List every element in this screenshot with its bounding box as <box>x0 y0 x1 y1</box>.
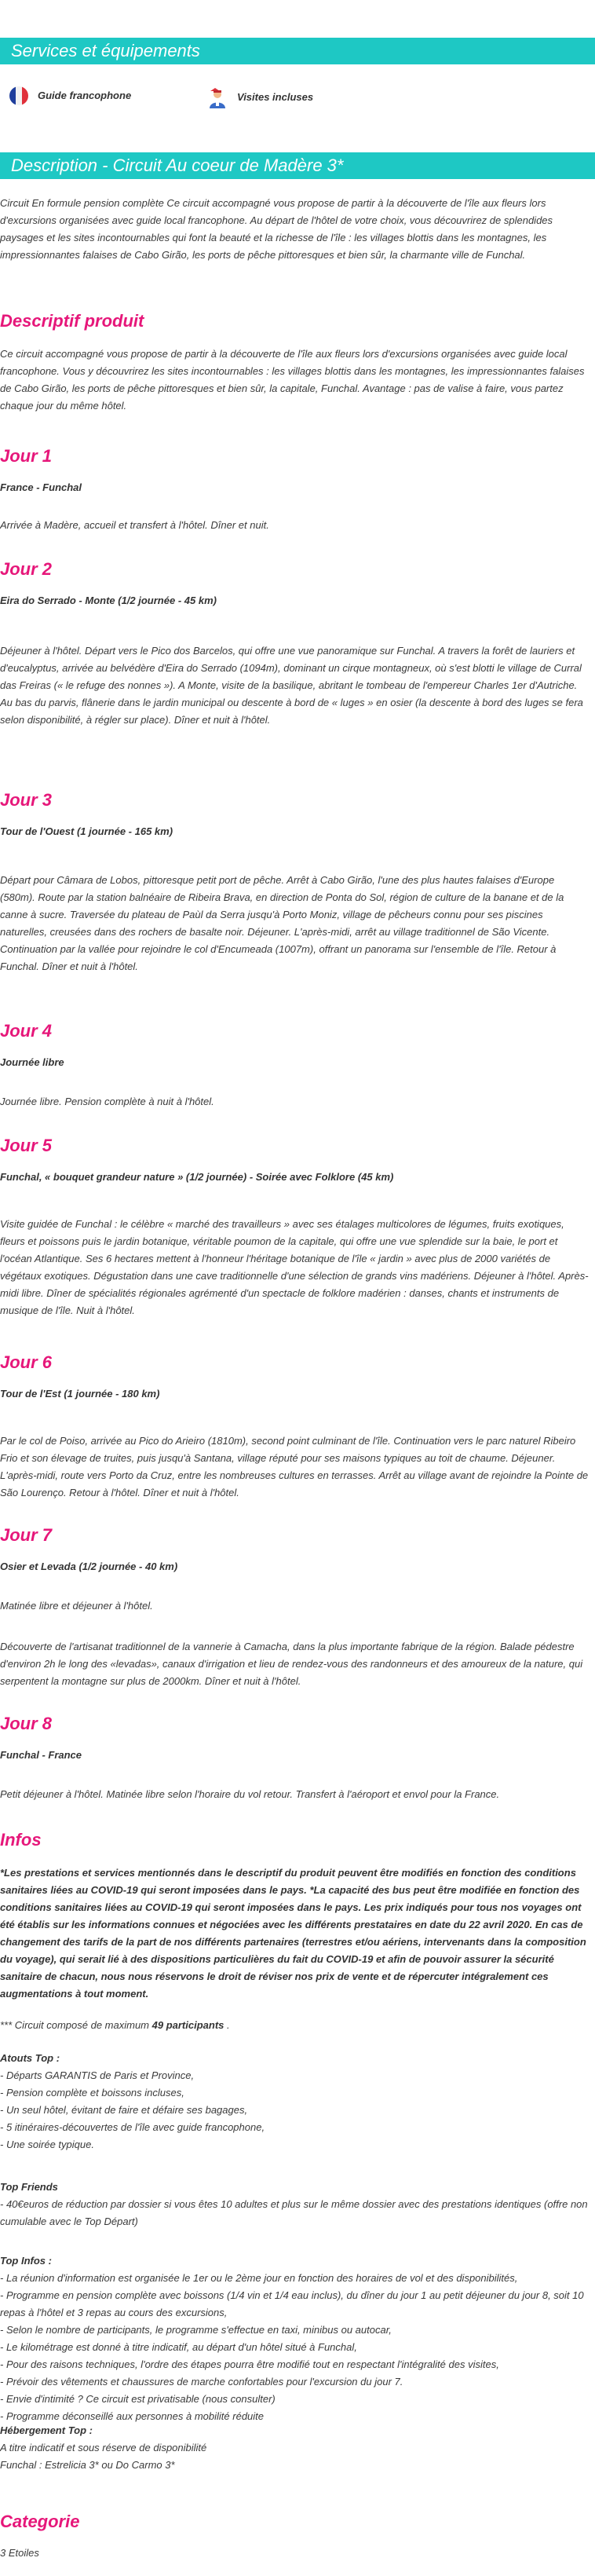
french-flag-icon <box>9 86 28 105</box>
day-5-subtitle: Funchal, « bouquet grandeur nature » (1/2 journée) - Soirée avec Folklore (45 km) <box>0 1171 394 1183</box>
service-visites-incluses <box>207 86 313 108</box>
topinfo-item: - Envie d'intimité ? Ce circuit est privatisable (nous consulter) <box>0 2393 276 2405</box>
topinfo-item: - Pour des raisons techniques, l'ordre des étapes pourra être modifié tout en respectant l'intégralité des visites, <box>0 2358 499 2370</box>
day-6-title: Jour 6 <box>0 1352 53 1372</box>
infos-title: Infos <box>0 1830 42 1850</box>
topinfos-title: Top Infos : <box>0 2255 52 2267</box>
day-7-title: Jour 7 <box>0 1525 53 1545</box>
friends-title: Top Friends <box>0 2181 58 2193</box>
topinfo-item: - Selon le nombre de participants, le programme s'effectue en taxi, minibus ou autocar, <box>0 2324 392 2336</box>
topinfos-block <box>0 2252 590 2425</box>
day-8-subtitle: Funchal - France <box>0 1749 82 1761</box>
descriptif-text: Ce circuit accompagné vous propose de partir à la découverte de l'île aux fleurs lors d'excursions organisées avec guide local francophone. Vous y découvrirez les sites incontournables : les villages blottis dans les montagnes, les impressionnantes falaises de Cabo Girão, les ports de pêche pittoresques et bien sûr, la capitale, Funchal. Avantage : pas de valise à faire, vous partez chaque jour du même hôtel. <box>0 348 585 412</box>
day-4-subtitle: Journée libre <box>0 1056 64 1068</box>
services-banner <box>0 38 595 64</box>
day-7-subtitle: Osier et Levada (1/2 journée - 40 km) <box>0 1561 178 1572</box>
service-guide-francophone <box>9 86 131 105</box>
day-5-text: Visite guidée de Funchal : le célèbre « marché des travailleurs » avec ses étalages multicolores de légumes, fruits exotiques, fleurs et poissons puis le jardin botanique, véritable poumon de la capitale, qui offre une vue splendide sur la baie, le port et l'océan Atlantique. Ses 6 hectares mettent à l'honneur l'héritage botanique de l'île « jardin » avec plus de 2000 variétés de végétaux exotiques. Dégustation dans une cave traditionnelle d'une sélection de grands vins madériens. Déjeuner à l'hôtel. Après-midi libre. Dîner de spécialités régionales agrémenté d'un spectacle de folklore madérien : danses, chants et instruments de musique de l'île. Nuit à l'hôtel. <box>0 1218 589 1316</box>
capacity-suffix: . <box>224 2019 230 2031</box>
infos-capacity <box>0 2017 590 2034</box>
topinfo-item: - Programme en pension complète avec boissons (1/4 vin et 1/4 eau inclus), du dîner du jour 1 au petit déjeuner du jour 8, soit 10 repas à l'hôtel et 3 repas au cours des excursions, <box>0 2289 584 2318</box>
description-title: Description - Circuit Au coeur de Madère 3* <box>11 156 344 175</box>
categorie-value: 3 Etoiles <box>0 2547 39 2559</box>
services-list <box>0 79 595 113</box>
day-6-text: Par le col de Poiso, arrivée au Pico do Arieiro (1810m), second point culminant de l'île. Continuation vers le parc naturel Ribeiro Frio et son élevage de truites, puis jusqu'à Santana, village réputé pour ses maisons typiques au toit de chaume. Déjeuner. L'après-midi, route vers Porto da Cruz, entre les nombreuses cultures en terrasses. Arrêt au village avant de rejoindre la Pointe de São Lourenço. Retour à l'hôtel. Dîner et nuit à l'hôtel. <box>0 1435 589 1498</box>
atouts-title: Atouts Top : <box>0 2052 60 2064</box>
hotel-line: A titre indicatif et sous réserve de disponibilité <box>0 2442 207 2453</box>
atout-item: - 5 itinéraires-découvertes de l'île avec guide francophone, <box>0 2121 265 2133</box>
day-1-title: Jour 1 <box>0 446 53 466</box>
day-4-title: Jour 4 <box>0 1021 53 1041</box>
service-label: Visites incluses <box>237 91 314 103</box>
descriptif-title: Descriptif produit <box>0 311 144 331</box>
day-3-text: Départ pour Câmara de Lobos, pittoresque petit port de pêche. Arrêt à Cabo Girão, l'une des plus hautes falaises d'Europe (580m). Route par la station balnéaire de Ribeira Brava, en direction de Ponta do Sol, région de culture de la banane et de la canne à sucre. Traversée du plateau de Paùl da Serra jusqu'à Porto Moniz, village de pêcheurs connu pour ses piscines naturelles, creusées dans des rochers de basalte noir. Déjeuner. L'après-midi, arrêt au village traditionnel de São Vicente. Continuation par la vallée pour rejoindre le col d'Encumeada (1007m), offrant un panorama sur l'ensemble de l'île. Retour à Funchal. Dîner et nuit à l'hôtel. <box>0 874 564 972</box>
hotel-title: Hébergement Top : <box>0 2424 93 2436</box>
day-2-title: Jour 2 <box>0 559 53 579</box>
hotel-block <box>0 2422 590 2474</box>
atouts-block <box>0 2050 590 2153</box>
topinfo-item: - La réunion d'information est organisée le 1er ou le 2ème jour en fonction des horaires de vol et des disponibilités, <box>0 2272 518 2284</box>
friends-text: - 40€euros de réduction par dossier si vous êtes 10 adultes et plus sur le même dossier avec des prestations identiques (offre non cumulable avec le Top Départ) <box>0 2198 588 2227</box>
day-4-text: Journée libre. Pension complète à nuit à l'hôtel. <box>0 1096 214 1107</box>
atout-item: - Pension complète et boissons incluses, <box>0 2087 184 2098</box>
tour-guide-icon <box>207 86 228 108</box>
atout-item: - Départs GARANTIS de Paris et Province, <box>0 2069 195 2081</box>
atout-item: - Une soirée typique. <box>0 2139 94 2150</box>
day-1-text: Arrivée à Madère, accueil et transfert à l'hôtel. Dîner et nuit. <box>0 519 269 531</box>
day-7-text-2: Découverte de l'artisanat traditionnel de la vannerie à Camacha, dans la plus importante fabrique de la région. Balade pédestre d'environ 2h le long des «levadas», canaux d'irrigation et lieu de rendez-vous des randonneurs et des amoureux de la nature, qui serpentent la montagne sur plus de 2000km. Dîner et nuit à l'hôtel. <box>0 1641 583 1687</box>
capacity-prefix: *** Circuit composé de maximum <box>0 2019 152 2031</box>
friends-block <box>0 2179 590 2230</box>
day-7-text: Matinée libre et déjeuner à l'hôtel. <box>0 1600 153 1612</box>
services-title: Services et équipements <box>11 41 200 60</box>
day-8-title: Jour 8 <box>0 1714 53 1733</box>
service-label: Guide francophone <box>38 90 132 101</box>
day-3-subtitle: Tour de l'Ouest (1 journée - 165 km) <box>0 825 173 837</box>
description-text: Circuit En formule pension complète Ce circuit accompagné vous propose de partir à la découverte de l'île aux fleurs lors d'excursions organisées avec guide local francophone. Au départ de l'hôtel de votre choix, vous découvrirez de splendides paysages et les sites incontournables qui font la beauté et la richesse de l'île : les villages blottis dans les montagnes, les impressionnantes falaises de Cabo Girão, les ports de pêche pittoresques et bien sûr, la charmante ville de Funchal. <box>0 197 553 261</box>
hotel-line: Funchal : Estrelicia 3* ou Do Carmo 3* <box>0 2459 175 2471</box>
day-5-title: Jour 5 <box>0 1136 53 1155</box>
categorie-title: Categorie <box>0 2512 80 2531</box>
topinfo-item: - Programme déconseillé aux personnes à mobilité réduite <box>0 2410 265 2422</box>
capacity-value: 49 participants <box>151 2019 224 2031</box>
atout-item: - Un seul hôtel, évitant de faire et défaire ses bagages, <box>0 2104 248 2116</box>
day-2-text: Déjeuner à l'hôtel. Départ vers le Pico dos Barcelos, qui offre une vue panoramique sur Funchal. A travers la forêt de lauriers et d'eucalyptus, arrivée au belvédère d'Eira do Serrado (1094m), dominant un cirque montagneux, où s'est blotti le village de Curral das Freiras (« le refuge des nonnes »). A Monte, visite de la basilique, abritant le tombeau de l'empereur Charles 1er d'Autriche. Au bas du parvis, flânerie dans le jardin municipal ou descente à bord de « luges » en osier (la descente à bord des luges se fera selon disponibilité, à régler sur place). Dîner et nuit à l'hôtel. <box>0 645 583 726</box>
infos-warning: *Les prestations et services mentionnés dans le descriptif du produit peuvent être modifiés en fonction des conditions sanitaires liées au COVID-19 qui seront imposées dans le pays. *La capacité des bus peut être modifiée en fonction des conditions sanitaires liées au COVID-19 qui seront imposées dans le pays. Les prix indiqués pour tous nos voyages ont été établis sur les informations connues et négociées avec les différents prestataires en date du 22 avril 2020. En cas de changement des tarifs de la part de nos différents partenaires (terrestres et/ou aériens, intervenants dans la composition du voyage), qui serait lié à des dispositions particulières du fait du COVID-19 et afin de pouvoir assurer la sécurité sanitaire de chacun, nous nous réservons le droit de réviser nos prix de vente et de répercuter intégralement ces augmentations à tout moment. <box>0 1867 586 2000</box>
topinfo-item: - Prévoir des vêtements et chaussures de marche confortables pour l'excursion du jour 7. <box>0 2376 403 2388</box>
description-banner <box>0 152 595 179</box>
topinfo-item: - Le kilométrage est donné à titre indicatif, au départ d'un hôtel situé à Funchal, <box>0 2341 357 2353</box>
day-1-subtitle: France - Funchal <box>0 481 82 493</box>
day-6-subtitle: Tour de l'Est (1 journée - 180 km) <box>0 1388 160 1400</box>
day-2-subtitle: Eira do Serrado - Monte (1/2 journée - 45 km) <box>0 595 217 606</box>
day-8-text: Petit déjeuner à l'hôtel. Matinée libre selon l'horaire du vol retour. Transfert à l'aéroport et envol pour la France. <box>0 1788 500 1800</box>
day-3-title: Jour 3 <box>0 790 53 810</box>
